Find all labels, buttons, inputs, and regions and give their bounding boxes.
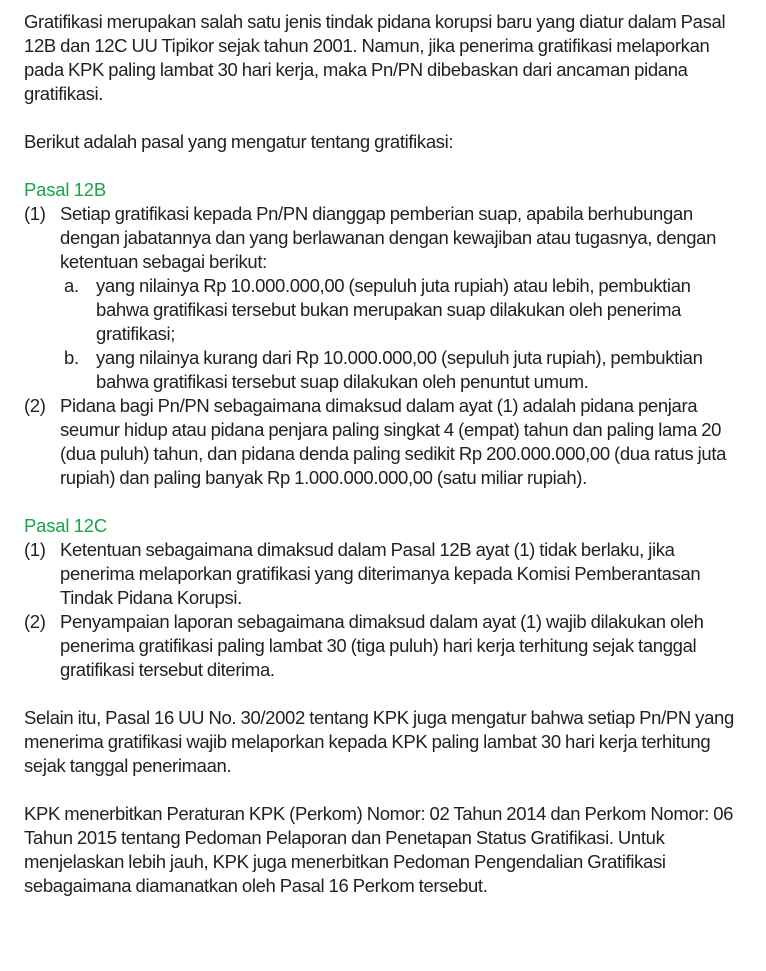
pasal-12c-heading: Pasal 12C xyxy=(24,515,108,536)
pasal-12b-section xyxy=(24,178,739,490)
document-page xyxy=(24,10,739,898)
intro-paragraph: Gratifikasi merupakan salah satu jenis tindak pidana korupsi baru yang diatur dalam Pasal 12B dan 12C UU Tipikor sejak tahun 2001. Namun, jika penerima gratifikasi melaporkan pada KPK paling lambat 30 hari kerja, maka Pn/PN dibebaskan dari ancaman pidana gratifikasi. xyxy=(24,11,726,104)
subitem-letter: a. xyxy=(64,275,79,296)
perkom-paragraph: KPK menerbitkan Peraturan KPK (Perkom) Nomor: 02 Tahun 2014 dan Perkom Nomor: 06 Tahun 2015 tentang Pedoman Pelaporan dan Penetapan Status Gratifikasi. Untuk menjelaskan lebih jauh, KPK juga menerbitkan Pedoman Pengendalian Gratifikasi sebagaimana diamanatkan oleh Pasal 16 Perkom tersebut. xyxy=(24,803,734,896)
item-number: (2) xyxy=(24,395,46,416)
item-number: (1) xyxy=(24,539,46,560)
item-text: Setiap gratifikasi kepada Pn/PN dianggap pemberian suap, apabila berhubungan dengan jabatannya dan yang berlawanan dengan kewajiban atau tugasnya, dengan ketentuan sebagai berikut: xyxy=(60,203,717,272)
subitem-letter: b. xyxy=(64,347,79,368)
item-number: (2) xyxy=(24,611,46,632)
pasal-12b-subitem-b xyxy=(24,346,739,394)
subitem-text: yang nilainya kurang dari Rp 10.000.000,00 (sepuluh juta rupiah), pembuktian bahwa gratifikasi tersebut suap dilakukan oleh penuntut umum. xyxy=(96,347,703,392)
item-text: Ketentuan sebagaimana dimaksud dalam Pasal 12B ayat (1) tidak berlaku, jika penerima melaporkan gratifikasi yang diterimanya kepada Komisi Pemberantasan Tindak Pidana Korupsi. xyxy=(60,539,701,608)
pasal-12b-item-2 xyxy=(24,394,739,490)
item-text: Penyampaian laporan sebagaimana dimaksud dalam ayat (1) wajib dilakukan oleh penerima gratifikasi paling lambat 30 (tiga puluh) hari kerja terhitung sejak tanggal gratifikasi tersebut diterima. xyxy=(60,611,704,680)
pasal-12c-section xyxy=(24,514,739,682)
subitem-text: yang nilainya Rp 10.000.000,00 (sepuluh juta rupiah) atau lebih, pembuktian bahwa gratifikasi tersebut bukan merupakan suap dilakukan oleh penerima gratifikasi; xyxy=(96,275,691,344)
pasal-12b-heading: Pasal 12B xyxy=(24,179,107,200)
item-number: (1) xyxy=(24,203,46,224)
pasal-12c-item-2 xyxy=(24,610,739,682)
pasal-12b-item-1 xyxy=(24,202,739,394)
pasal-12b-subitem-a xyxy=(24,274,739,346)
item-text: Pidana bagi Pn/PN sebagaimana dimaksud dalam ayat (1) adalah pidana penjara seumur hidup atau pidana penjara paling singkat 4 (empat) tahun dan paling lama 20 (dua puluh) tahun, dan pidana denda paling sedikit Rp 200.000.000,00 (dua ratus juta rupiah) dan paling banyak Rp 1.000.000.000,00 (satu miliar rupiah). xyxy=(60,395,727,488)
pasal-12c-item-1 xyxy=(24,538,739,610)
lead-paragraph: Berikut adalah pasal yang mengatur tentang gratifikasi: xyxy=(24,131,454,152)
pasal-16-paragraph: Selain itu, Pasal 16 UU No. 30/2002 tentang KPK juga mengatur bahwa setiap Pn/PN yang menerima gratifikasi wajib melaporkan kepada KPK paling lambat 30 hari kerja terhitung sejak tanggal penerimaan. xyxy=(24,707,734,776)
